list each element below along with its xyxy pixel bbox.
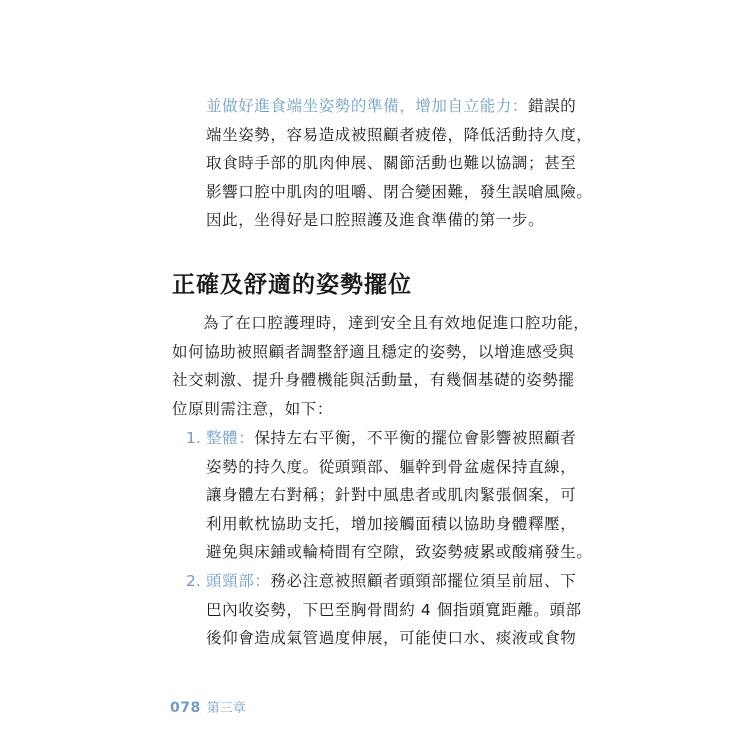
list-term-rest: 保持左右平衡，不平衡的擺位會影響被照顧者 <box>254 429 577 447</box>
paragraph-line: 影響口腔中肌肉的咀嚼、閉合變困難，發生誤嗆風險。 <box>206 182 593 201</box>
paragraph-line: 為了在口腔護理時，達到安全且有效地促進口腔功能， <box>203 314 590 332</box>
list-item-line: 後仰會造成氣管過度伸展，可能使口水、痰液或食物 <box>206 629 577 647</box>
list-number: 2. <box>186 572 201 590</box>
list-item-line: 姿勢的持久度。從頭頸部、軀幹到骨盆處保持直線， <box>206 457 577 476</box>
paragraph-line <box>206 92 592 121</box>
paragraph-line: 端坐姿勢，容易造成被照顧者疲倦，降低活動持久度， <box>206 125 593 144</box>
intro-paragraph <box>172 309 589 423</box>
page-footer <box>170 697 246 716</box>
list-item-line: 避免與床鋪或輪椅間有空隙，致姿勢疲累或酸痛發生。 <box>206 543 593 561</box>
paragraph-line: 社交刺激、提升身體機能與活動量，有幾個基礎的姿勢擺 <box>172 371 575 389</box>
top-paragraph <box>206 92 592 235</box>
lead-line-rest: 錯誤的 <box>528 97 577 115</box>
list-term: 整體： <box>206 429 255 447</box>
list-item-line: 巴內收姿勢，下巴至胸骨間約 4 個指頭寬距離。頭部 <box>206 600 582 619</box>
list-item-body <box>206 567 582 653</box>
paragraph-line: 如何協助被照顧者調整舒適且穩定的姿勢，以增進感受與 <box>172 342 575 361</box>
paragraph-line: 位原則需注意，如下： <box>172 399 334 418</box>
lead-phrase: 並做好進食端坐姿勢的準備，增加自立能力： <box>206 97 529 115</box>
paragraph-line: 因此，坐得好是口腔照護及進食準備的第一步。 <box>206 211 545 229</box>
list-item-line: 讓身體左右對稱；針對中風患者或肌肉緊張個案，可 <box>206 486 577 504</box>
list-term-rest: 務必注意被照顧者頭頸部擺位須呈前屈、下 <box>270 572 577 590</box>
list-term: 頭頸部： <box>206 572 271 590</box>
page-number: 078 <box>170 700 201 716</box>
list-item-line: 利用軟枕協助支托，增加接觸面積以協助身體釋壓， <box>206 514 577 533</box>
chapter-label: 第三章 <box>206 701 246 716</box>
list-item-body <box>206 424 592 567</box>
list-item-line <box>206 567 582 596</box>
list-number: 1. <box>186 429 201 447</box>
section-heading: 正確及舒適的姿勢擺位 <box>172 271 412 298</box>
paragraph-line: 取食時手部的肌肉伸展、關節活動也難以協調；甚至 <box>206 154 577 172</box>
list-item-line <box>206 424 592 453</box>
